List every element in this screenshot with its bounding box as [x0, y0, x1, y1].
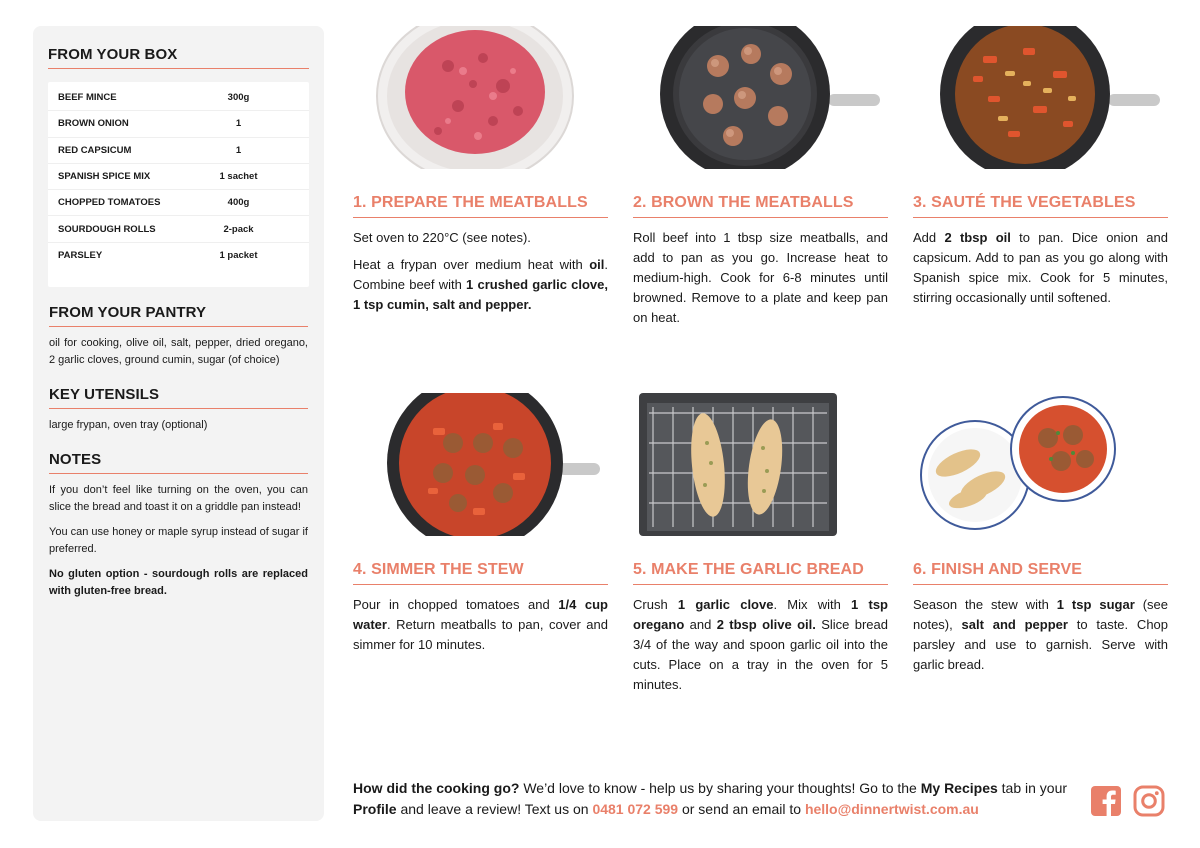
ingredient-qty: 1 sachet — [219, 171, 258, 183]
step-text-segment: 1/4 cup water — [353, 597, 608, 632]
step-4-title: 4. SIMMER THE STEW — [353, 561, 608, 585]
notes-text-3: No gluten option - sourdough rolls are replaced with gluten-free bread. — [49, 568, 308, 598]
pantry-text: oil for cooking, olive oil, salt, pepper, dried oregano, 2 garlic cloves, ground cumin, sugar (of choice) — [49, 337, 308, 367]
step-5 — [633, 393, 888, 695]
step-1-title: 1. PREPARE THE MEATBALLS — [353, 194, 608, 218]
step-6 — [913, 393, 1168, 675]
ingredient-row — [48, 138, 309, 164]
ingredient-qty: 300g — [227, 92, 250, 104]
footer-text-segment[interactable]: 0481 072 599 — [592, 801, 679, 817]
ingredient-name: RED CAPSICUM — [58, 144, 132, 156]
beef-mince-bowl-photo — [353, 26, 608, 169]
step-text-segment: (see notes), — [913, 597, 1169, 632]
notes-text-1: If you don’t feel like turning on the oven, you can slice the bread and toast it on a griddle pan instead! — [49, 484, 308, 514]
utensils-text: large frypan, oven tray (optional) — [49, 419, 208, 432]
utensils-heading: KEY UTENSILS — [49, 386, 308, 409]
ingredient-row — [48, 216, 309, 242]
footer-text-segment[interactable]: hello@dinnertwist.com.au — [804, 801, 979, 817]
utensils-section — [48, 386, 309, 434]
garlic-bread-tray-photo — [633, 393, 888, 536]
footer-text-segment: tab in your — [997, 780, 1068, 796]
step-2-paragraph — [633, 228, 888, 328]
step-text-segment: oil — [589, 257, 605, 272]
step-text-segment: 1 crushed garlic clove, 1 tsp cumin, salt and pepper. — [353, 277, 608, 312]
step-text-segment: 2 tbsp oil — [944, 230, 1011, 245]
step-text-segment: salt and pepper — [961, 617, 1068, 632]
meatballs-in-pan-photo — [633, 26, 888, 169]
step-text-segment: 1 tsp oregano — [633, 597, 888, 632]
step-text-segment: Heat a frypan over medium heat with — [353, 257, 590, 272]
ingredient-qty: 1 — [235, 118, 242, 130]
ingredient-name: PARSLEY — [58, 250, 103, 262]
step-text-segment: Pour in chopped tomatoes and — [353, 597, 559, 612]
ingredient-qty: 400g — [227, 197, 250, 209]
vegetables-in-pan-photo — [913, 26, 1168, 169]
step-3 — [913, 26, 1168, 308]
footer-text-segment: or send an email to — [678, 801, 805, 817]
step-5-title: 5. MAKE THE GARLIC BREAD — [633, 561, 888, 585]
step-1-paragraph — [353, 255, 608, 315]
step-6-title: 6. FINISH AND SERVE — [913, 561, 1168, 585]
ingredient-row — [48, 85, 309, 111]
step-text-segment: Slice bread 3/4 of the way and spoon garlic oil into the cuts. Place on a tray in the oven for 5 minutes. — [633, 617, 888, 692]
ingredient-name: SPANISH SPICE MIX — [58, 171, 151, 183]
step-2-body — [633, 228, 888, 328]
step-3-title: 3. SAUTÉ THE VEGETABLES — [913, 194, 1168, 218]
ingredients-table — [48, 82, 309, 287]
step-2 — [633, 26, 888, 328]
step-text-segment: to pan. Dice onion and capsicum. Add to pan as you go along with Spanish spice mix. Cook for 5 minutes, stirring occasionally until softened. — [913, 230, 1168, 305]
ingredient-name: BEEF MINCE — [58, 92, 117, 104]
step-2-title: 2. BROWN THE MEATBALLS — [633, 194, 888, 218]
ingredient-row — [48, 164, 309, 190]
ingredient-qty: 1 packet — [219, 250, 258, 262]
social-links — [1090, 785, 1165, 817]
notes-text-2: You can use honey or maple syrup instead of sugar if preferred. — [49, 526, 308, 556]
step-3-paragraph — [913, 228, 1168, 308]
step-5-body — [633, 595, 888, 695]
ingredient-row — [48, 243, 309, 269]
pantry-section — [48, 304, 309, 369]
step-6-paragraph — [913, 595, 1168, 675]
footer-text-segment: and leave a review! Text us on — [396, 801, 593, 817]
step-text-segment: to taste. Chop parsley and use to garnish. Serve with garlic bread. — [913, 617, 1169, 672]
ingredient-row — [48, 190, 309, 216]
step-6-body — [913, 595, 1168, 675]
step-5-paragraph — [633, 595, 888, 695]
footer-text-segment: How did the cooking go? — [353, 780, 520, 796]
footer-text-segment: Profile — [353, 801, 397, 817]
step-text-segment: 1 tsp sugar — [1056, 597, 1135, 612]
from-box-heading: FROM YOUR BOX — [48, 46, 309, 69]
step-text-segment: Season the stew with — [913, 597, 1057, 612]
stew-in-pan-photo — [353, 393, 608, 536]
step-1 — [353, 26, 608, 315]
footer-text-segment: My Recipes — [920, 780, 998, 796]
step-text-segment: . Combine beef with — [353, 257, 608, 292]
step-text-segment: Set oven to 220°C (see notes). — [353, 230, 531, 245]
step-text-segment: Crush — [633, 597, 678, 612]
step-text-segment: Add — [913, 230, 945, 245]
step-text-segment: . Return meatballs to pan, cover and simmer for 10 minutes. — [353, 617, 608, 652]
notes-section — [48, 451, 309, 600]
ingredient-row — [48, 111, 309, 137]
instagram-icon[interactable] — [1133, 785, 1165, 817]
ingredient-name: BROWN ONION — [58, 118, 129, 130]
step-text-segment: 1 garlic clove — [677, 597, 774, 612]
step-4-paragraph — [353, 595, 608, 655]
step-4-body — [353, 595, 608, 655]
step-1-paragraph — [353, 228, 608, 248]
step-3-body — [913, 228, 1168, 308]
step-1-body — [353, 228, 608, 315]
step-text-segment: . Mix with — [773, 597, 852, 612]
step-text-segment: and — [684, 617, 717, 632]
footer-text-segment: We’d love to know - help us by sharing your thoughts! Go to the — [519, 780, 921, 796]
step-text-segment: 2 tbsp olive oil. — [716, 617, 816, 632]
ingredient-qty: 1 — [235, 144, 242, 156]
step-4 — [353, 393, 608, 655]
ingredient-name: CHOPPED TOMATOES — [58, 197, 161, 209]
ingredients-sidebar — [33, 26, 324, 821]
feedback-footer — [353, 778, 1073, 820]
notes-heading: NOTES — [49, 451, 308, 474]
facebook-icon[interactable] — [1090, 785, 1122, 817]
ingredient-name: SOURDOUGH ROLLS — [58, 223, 156, 235]
pantry-heading: FROM YOUR PANTRY — [49, 304, 308, 327]
step-text-segment: Roll beef into 1 tbsp size meatballs, and add to pan as you go. Increase heat to medium-high. Cook for 6-8 minutes until browned. Remove to a plate and keep pan on heat. — [633, 230, 888, 325]
served-plates-photo — [913, 393, 1168, 536]
ingredient-qty: 2-pack — [223, 223, 254, 235]
